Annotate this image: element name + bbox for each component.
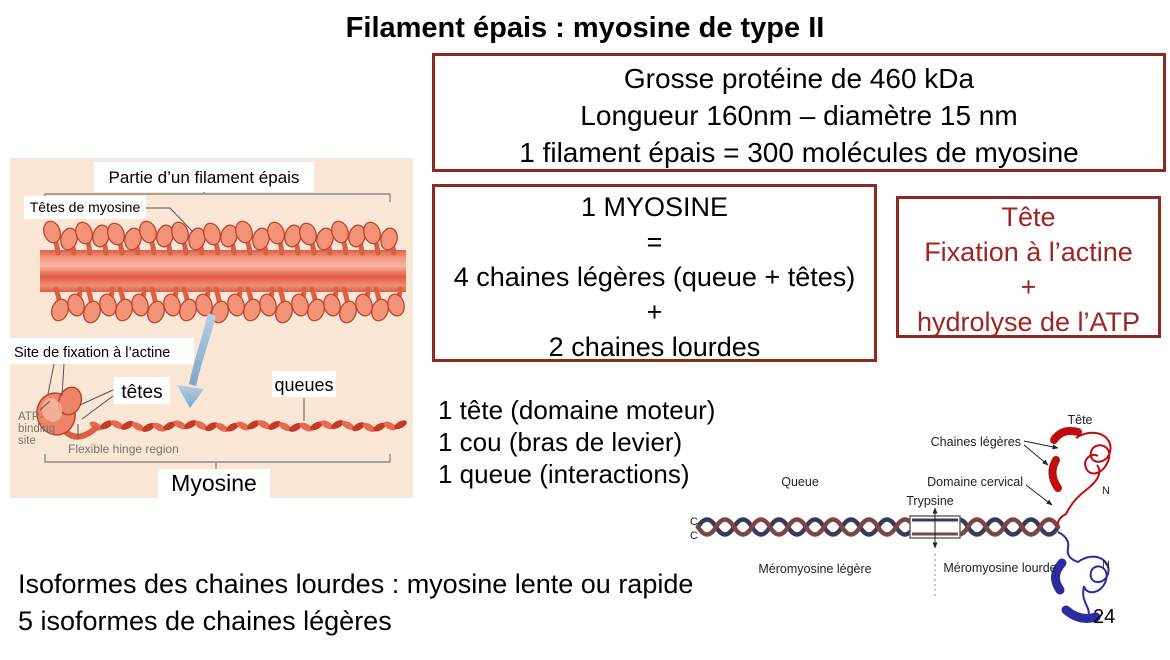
protein-info-box	[432, 53, 1166, 172]
info-line: 1 filament épais = 300 molécules de myosine	[519, 137, 1079, 168]
light-chain-red-arc-top	[1054, 431, 1078, 440]
composition-line: 4 chaines légères (queue + têtes)	[453, 262, 856, 292]
hinge-label: Flexible hinge region	[68, 442, 179, 456]
n-terminal-blue: N	[1102, 559, 1110, 571]
part-line: 1 queue (interactions)	[438, 459, 690, 489]
trypsin-label: Trypsine	[906, 494, 954, 508]
tetes-label: têtes	[121, 382, 163, 403]
footer-line: 5 isoformes de chaines légères	[18, 606, 392, 636]
red-head-squiggle	[1058, 433, 1111, 524]
footer-notes	[18, 566, 693, 640]
atp-site-label-line: binding	[18, 423, 56, 435]
composition-line: +	[646, 297, 663, 327]
tete-line: Fixation à l’actine	[924, 237, 1133, 267]
tete-line: Tête	[1001, 202, 1056, 232]
light-chains-label: Chaines légères	[930, 435, 1021, 449]
tete-function-box	[896, 196, 1161, 338]
light-chain-blue-arc-bottom	[1066, 610, 1096, 618]
part-line: 1 tête (domaine moteur)	[438, 395, 716, 425]
info-line: Grosse protéine de 460 kDa	[623, 63, 975, 94]
atp-site-label-line: site	[18, 435, 36, 447]
light-meromyosin-label: Méromyosine légère	[758, 562, 872, 576]
myosine-composition-box	[432, 184, 877, 362]
heavy-meromyosin-label: Méromyosine lourde	[943, 561, 1057, 575]
tail-label: Queue	[781, 475, 819, 489]
molecule-head-label: Tête	[1067, 413, 1093, 427]
light-chain-red-arc-side	[1052, 460, 1058, 488]
myosine-caption: Myosine	[171, 470, 257, 496]
cervical-domain-arrow	[1026, 485, 1052, 505]
composition-line: 1 MYOSINE	[580, 192, 729, 222]
c-terminal-bottom: C	[690, 530, 698, 542]
cervical-domain-label: Domaine cervical	[927, 475, 1023, 489]
slide-title: Filament épais : myosine de type II	[345, 12, 825, 44]
thick-filament-figure	[10, 158, 413, 498]
composition-line: 2 chaines lourdes	[548, 332, 761, 362]
composition-line: =	[646, 227, 663, 257]
actin-site-label: Site de fixation à l’actine	[14, 345, 171, 361]
myosin-parts-list	[438, 394, 715, 490]
thick-filament-rod	[40, 250, 406, 292]
coil-strand-red	[698, 520, 1058, 535]
n-terminal-red: N	[1102, 485, 1110, 497]
queues-label: queues	[274, 375, 334, 395]
footer-line: Isoformes des chaines lourdes : myosine lente ou rapide	[18, 569, 694, 599]
page-number: 24	[1093, 606, 1116, 628]
tete-line: hydrolyse de l’ATP	[916, 307, 1141, 337]
heads-label: Têtes de myosine	[29, 199, 141, 215]
atp-site-label-line: ATP-	[18, 411, 44, 423]
c-terminal-top: C	[690, 516, 698, 528]
tete-line: +	[1020, 272, 1037, 302]
info-line: Longueur 160nm – diamètre 15 nm	[580, 100, 1018, 131]
part-line: 1 cou (bras de levier)	[438, 427, 683, 457]
part-title-label: Partie d’un filament épais	[108, 168, 300, 187]
light-chains-arrow-2	[1024, 445, 1048, 465]
